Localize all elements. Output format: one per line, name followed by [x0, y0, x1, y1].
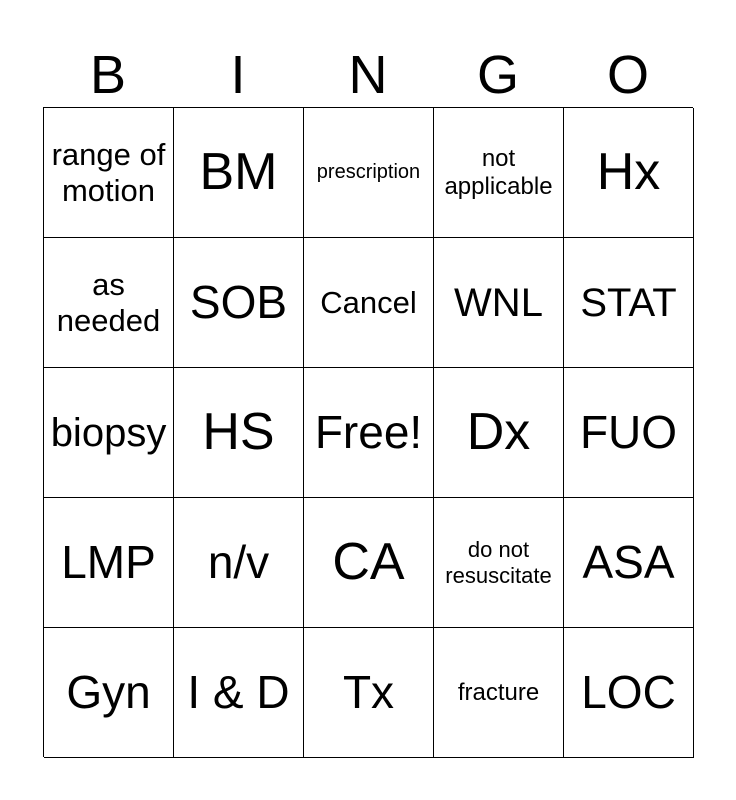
bingo-cell[interactable]: biopsy [44, 368, 174, 498]
bingo-cell[interactable]: Dx [434, 368, 564, 498]
bingo-cell[interactable]: SOB [174, 238, 304, 368]
bingo-cell[interactable]: I & D [174, 628, 304, 758]
bingo-cell[interactable]: not applicable [434, 108, 564, 238]
bingo-cell[interactable]: HS [174, 368, 304, 498]
header-letter-o: O [606, 45, 649, 105]
bingo-cell[interactable]: Free! [304, 368, 434, 498]
bingo-cell[interactable]: do not resuscitate [434, 498, 564, 628]
bingo-cell[interactable]: CA [304, 498, 434, 628]
bingo-cell[interactable]: as needed [44, 238, 174, 368]
bingo-cell[interactable]: Cancel [304, 238, 434, 368]
bingo-cell[interactable]: BM [174, 108, 304, 238]
bingo-cell[interactable]: prescription [304, 108, 434, 238]
bingo-cell[interactable]: ASA [564, 498, 694, 628]
bingo-cell[interactable]: fracture [434, 628, 564, 758]
bingo-cell[interactable]: WNL [434, 238, 564, 368]
bingo-board [43, 107, 693, 757]
header-letter-b: B [89, 45, 127, 105]
bingo-cell[interactable]: LOC [564, 628, 694, 758]
header-letter-i: I [230, 45, 246, 105]
bingo-cell[interactable]: LMP [44, 498, 174, 628]
bingo-cell[interactable]: FUO [564, 368, 694, 498]
bingo-cell[interactable]: Hx [564, 108, 694, 238]
bingo-header [43, 42, 693, 108]
header-letter-g: G [476, 45, 519, 105]
header-letter-n: N [348, 45, 388, 105]
bingo-cell[interactable]: range of motion [44, 108, 174, 238]
bingo-cell[interactable]: n/v [174, 498, 304, 628]
bingo-cell[interactable]: STAT [564, 238, 694, 368]
bingo-cell[interactable]: Tx [304, 628, 434, 758]
bingo-cell[interactable]: Gyn [44, 628, 174, 758]
